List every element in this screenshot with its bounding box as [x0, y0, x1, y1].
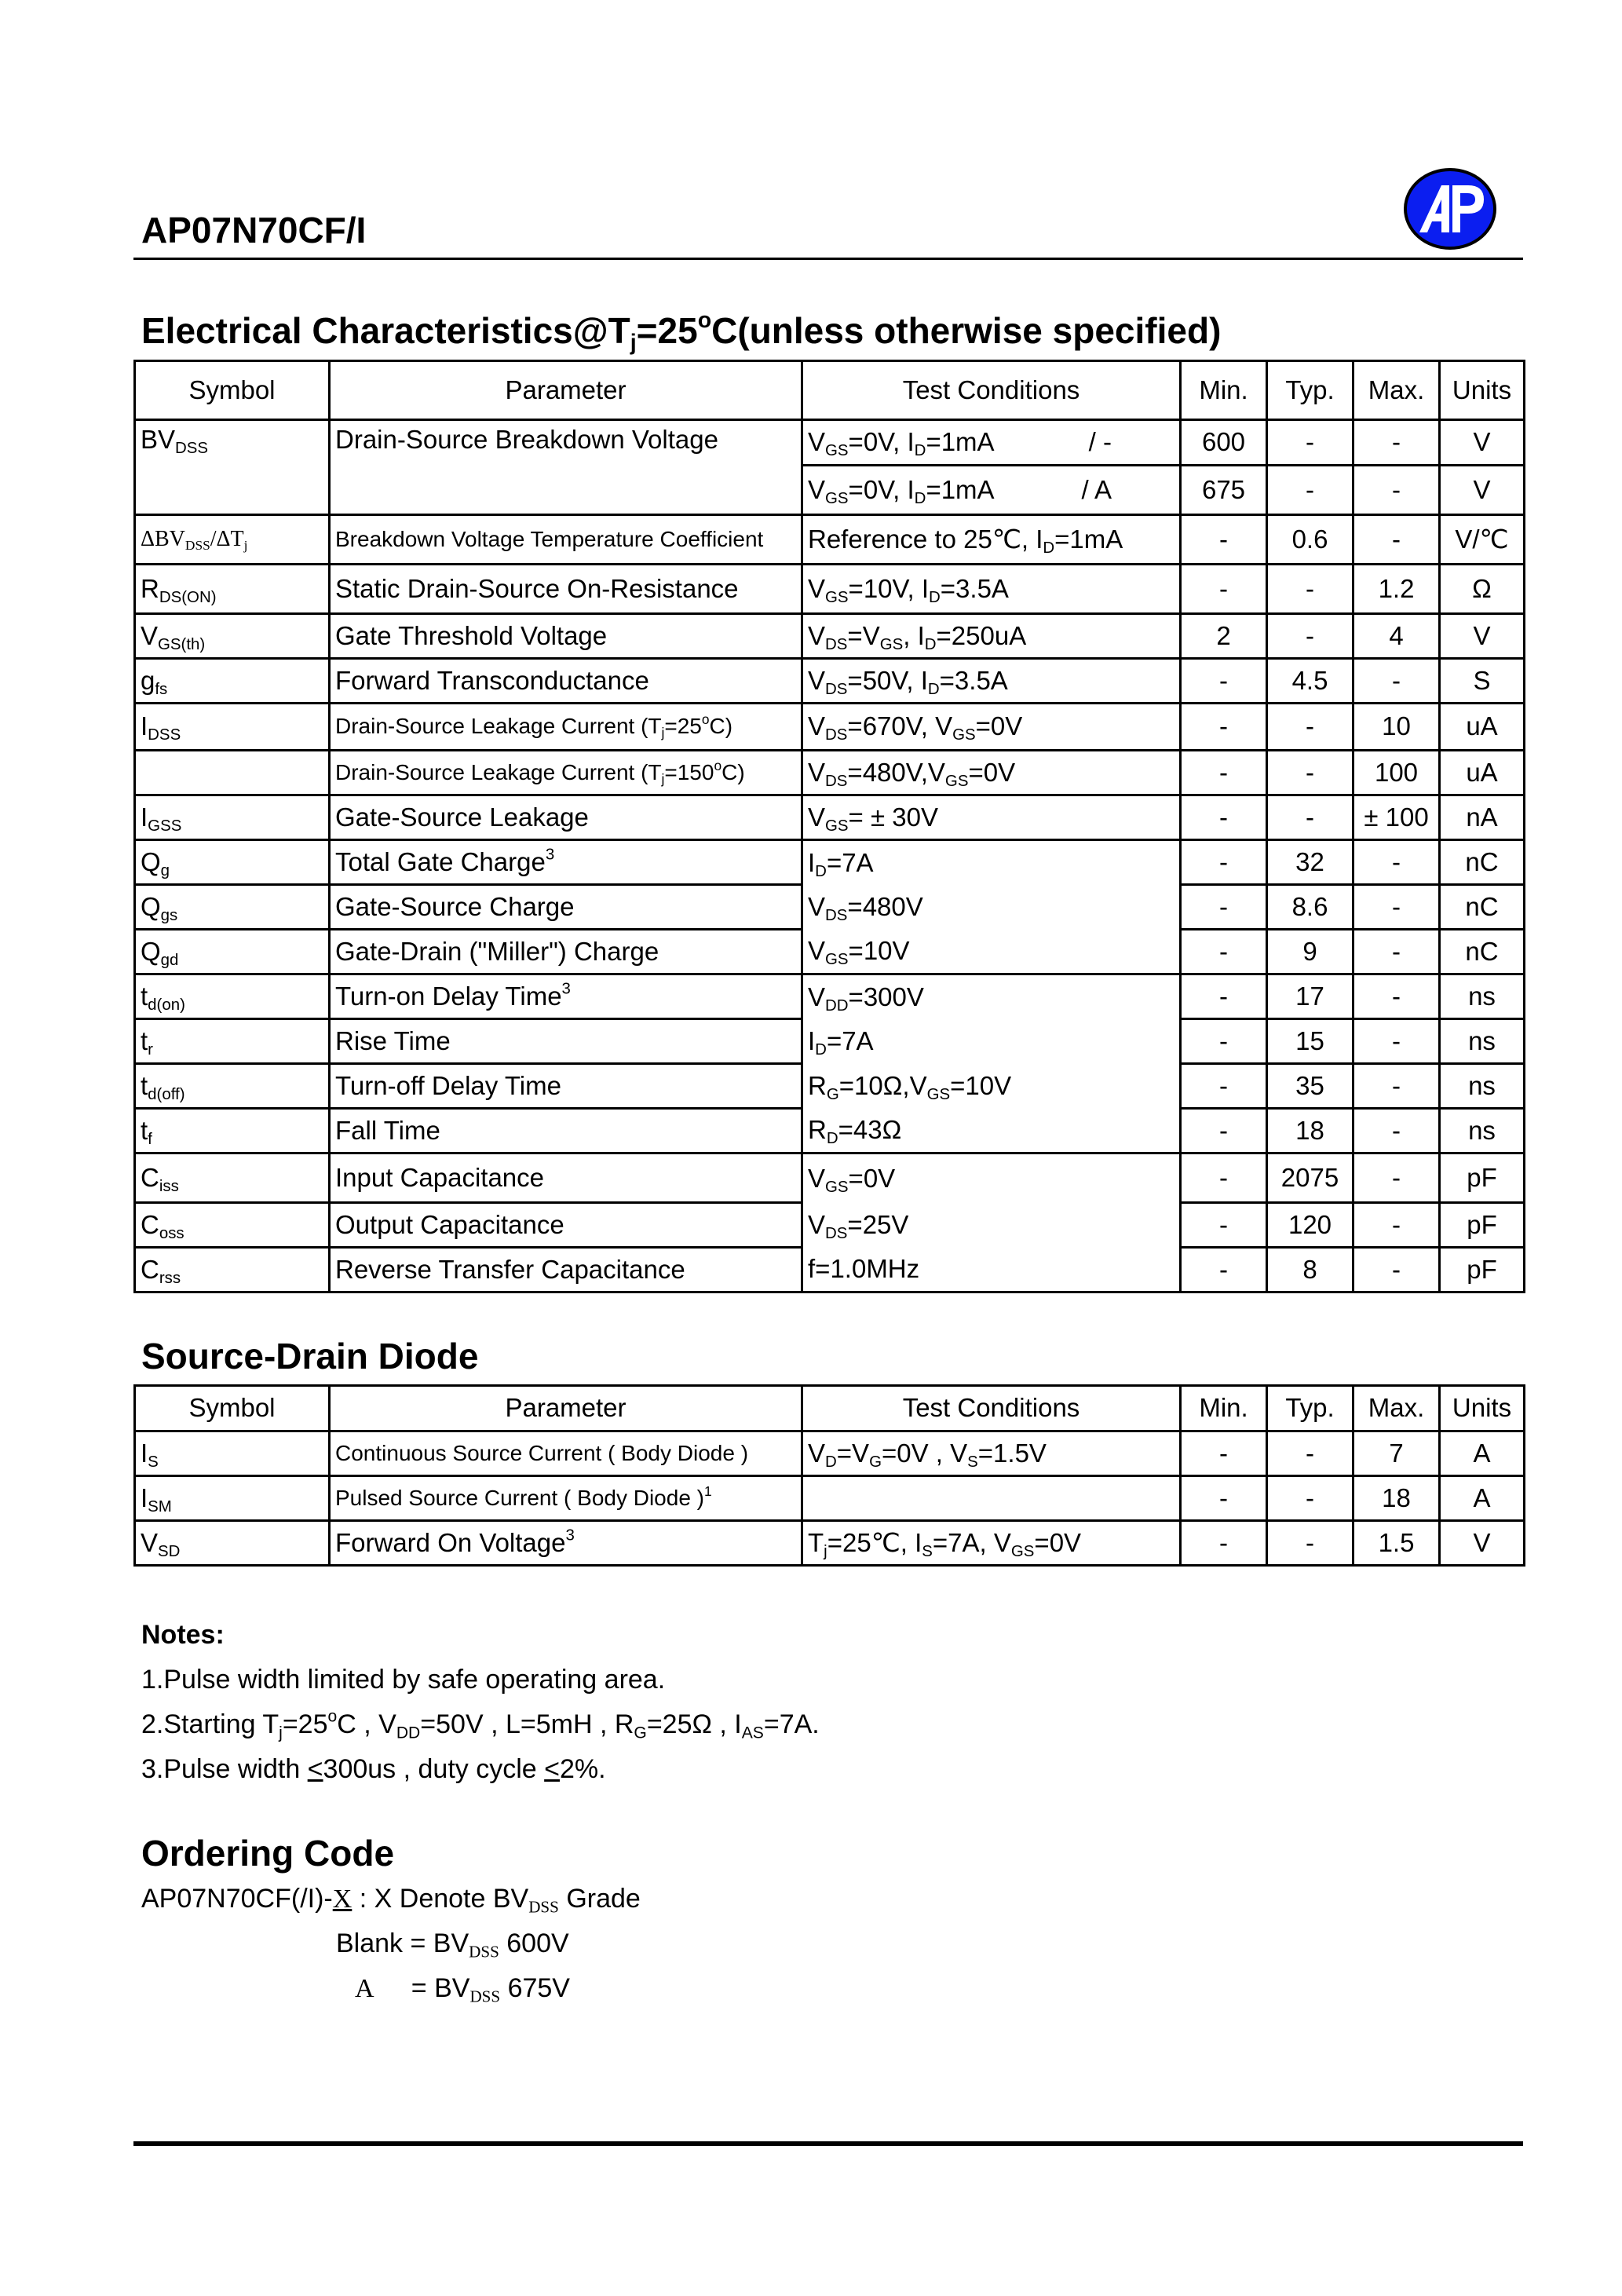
max-cell: 1.2: [1353, 565, 1440, 614]
min-cell: -: [1181, 974, 1267, 1019]
min-cell: -: [1181, 659, 1267, 704]
footer-rule: [133, 2141, 1523, 2146]
condition-cell: Reference to 25℃, $I_D=1mA$: [802, 515, 1181, 565]
max-cell: -: [1353, 840, 1440, 885]
symbol-cell: $BV_{DSS}$: [135, 420, 330, 515]
symbol-cell: $R_{DS(ON)}$: [135, 565, 330, 614]
symbol-cell: $C_{oss}$: [135, 1203, 330, 1248]
unit-cell: ns: [1440, 1109, 1525, 1153]
unit-cell: V/℃: [1440, 515, 1525, 565]
source-drain-diode-title: Source-Drain Diode: [141, 1336, 479, 1377]
symbol-cell: $I_{DSS}$: [135, 704, 330, 751]
min-cell: 600: [1181, 420, 1267, 466]
parameter-cell: Turn-on Delay Time$^3$: [330, 974, 802, 1019]
unit-cell: pF: [1440, 1248, 1525, 1292]
table-row: [135, 1153, 1525, 1203]
symbol-cell: $t_{d(off)}$: [135, 1064, 330, 1109]
table-row: [135, 840, 1525, 885]
condition-cell: $V_{DD}=300V$: [802, 974, 1181, 1019]
symbol-cell: $Q_{gs}$: [135, 885, 330, 930]
condition-cell: $V_{GS}=10V$, $I_D=3.5A$: [802, 565, 1181, 614]
condition-cell: $V_{GS}= \pm 30V$: [802, 795, 1181, 840]
parameter-cell: Gate-Drain ("Miller") Charge: [330, 930, 802, 974]
typ-cell: 120: [1267, 1203, 1353, 1248]
condition-cell: $R_G=10\Omega,V_{GS}=10V$: [802, 1064, 1181, 1109]
min-cell: -: [1181, 565, 1267, 614]
max-cell: 10: [1353, 704, 1440, 751]
typ-cell: 9: [1267, 930, 1353, 974]
unit-cell: A: [1440, 1431, 1525, 1476]
symbol-cell: [135, 751, 330, 795]
max-cell: ± 100: [1353, 795, 1440, 840]
unit-cell: ns: [1440, 1019, 1525, 1064]
condition-cell: $V_{DS}=480V$: [802, 885, 1181, 930]
parameter-cell: Output Capacitance: [330, 1203, 802, 1248]
min-cell: -: [1181, 930, 1267, 974]
table-row: [135, 1431, 1525, 1476]
col-header-min: Min.: [1181, 361, 1267, 420]
electrical-characteristics-title: Electrical $Characteristics@T_j=25^oC(unless$ otherwise specified): [141, 308, 1222, 356]
condition-cell: $V_{DS}=V_{GS}$, $I_D=250uA$: [802, 614, 1181, 659]
max-cell: -: [1353, 885, 1440, 930]
symbol-cell: $\Delta BV_{DSS}/\Delta T_j$: [135, 515, 330, 565]
table-row: [135, 1521, 1525, 1566]
parameter-cell: Gate-Source Leakage: [330, 795, 802, 840]
min-cell: -: [1181, 1476, 1267, 1521]
col-header-max: Max.: [1353, 361, 1440, 420]
symbol-cell: $Q_{gd}$: [135, 930, 330, 974]
min-cell: -: [1181, 840, 1267, 885]
parameter-cell: Gate-Source Charge: [330, 885, 802, 930]
condition-cell: $V_{GS}=0V$: [802, 1153, 1181, 1203]
table-row: [135, 974, 1525, 1019]
table-header-row: [135, 361, 1525, 420]
min-cell: -: [1181, 1019, 1267, 1064]
parameter-cell: Drain-Source Leakage Current $(T_j=150^oC)$: [330, 751, 802, 795]
table-header-row: [135, 1386, 1525, 1431]
ap-logo-icon: [1402, 166, 1498, 251]
typ-cell: -: [1267, 565, 1353, 614]
unit-cell: ns: [1440, 1064, 1525, 1109]
unit-cell: V: [1440, 420, 1525, 466]
col-header-typ: Typ.: [1267, 1386, 1353, 1431]
col-header-parameter: Parameter: [330, 1386, 802, 1431]
typ-cell: 8.6: [1267, 885, 1353, 930]
condition-cell: $V_{GS}=0V$, $I_D=1mA$ / A: [802, 466, 1181, 515]
parameter-cell: Total Gate Charge$^3$: [330, 840, 802, 885]
symbol-cell: $V_{GS(th)}$: [135, 614, 330, 659]
max-cell: -: [1353, 1153, 1440, 1203]
parameter-cell: Turn-off Delay Time: [330, 1064, 802, 1109]
condition-cell: $V_{DS}=50V$, $I_D=3.5A$: [802, 659, 1181, 704]
condition-cell: $T_j=25℃$, $I_S=7A$, $V_{GS}=0V$: [802, 1521, 1181, 1566]
col-header-test-conditions: Test Conditions: [802, 361, 1181, 420]
part-number-title: AP07N70CF/I: [141, 210, 367, 250]
notes-section: [141, 1613, 820, 1792]
unit-cell: A: [1440, 1476, 1525, 1521]
parameter-cell: Fall Time: [330, 1109, 802, 1153]
col-header-max: Max.: [1353, 1386, 1440, 1431]
typ-cell: 32: [1267, 840, 1353, 885]
note-3: 3.Pulse width <300us , duty cycle <2%.: [141, 1754, 606, 1784]
min-cell: -: [1181, 751, 1267, 795]
unit-cell: uA: [1440, 704, 1525, 751]
parameter-cell: Breakdown Voltage Temperature Coefficient: [330, 515, 802, 565]
typ-cell: -: [1267, 420, 1353, 466]
notes-heading: Notes:: [141, 1620, 225, 1650]
condition-cell: $V_{GS}=10V$: [802, 930, 1181, 974]
max-cell: -: [1353, 1109, 1440, 1153]
unit-cell: pF: [1440, 1153, 1525, 1203]
table-row: [135, 751, 1525, 795]
parameter-cell: Rise Time: [330, 1019, 802, 1064]
min-cell: -: [1181, 885, 1267, 930]
max-cell: -: [1353, 420, 1440, 466]
typ-cell: 35: [1267, 1064, 1353, 1109]
condition-cell: [802, 1476, 1181, 1521]
note-1: 1.Pulse width limited by safe operating area.: [141, 1665, 666, 1695]
symbol-cell: $C_{iss}$: [135, 1153, 330, 1203]
max-cell: 7: [1353, 1431, 1440, 1476]
condition-cell: $R_D=43\Omega$: [802, 1109, 1181, 1153]
table-row: [135, 1248, 1525, 1292]
parameter-cell: Drain-Source Leakage Current $(T_j=25^oC)$: [330, 704, 802, 751]
table-row: [135, 565, 1525, 614]
parameter-cell: Pulsed Source Current ( Body Diode )$^1$: [330, 1476, 802, 1521]
max-cell: -: [1353, 659, 1440, 704]
electrical-characteristics-table: [133, 360, 1525, 1293]
typ-cell: 8: [1267, 1248, 1353, 1292]
symbol-cell: $I_S$: [135, 1431, 330, 1476]
table-row: [135, 1109, 1525, 1153]
unit-cell: uA: [1440, 751, 1525, 795]
parameter-cell: Gate Threshold Voltage: [330, 614, 802, 659]
symbol-cell: $I_{GSS}$: [135, 795, 330, 840]
min-cell: -: [1181, 795, 1267, 840]
table-row: [135, 885, 1525, 930]
source-drain-diode-table: [133, 1384, 1525, 1567]
table-row: [135, 1203, 1525, 1248]
table-row: [135, 659, 1525, 704]
unit-cell: pF: [1440, 1203, 1525, 1248]
max-cell: -: [1353, 466, 1440, 515]
symbol-cell: $C_{rss}$: [135, 1248, 330, 1292]
min-cell: -: [1181, 1064, 1267, 1109]
min-cell: -: [1181, 1203, 1267, 1248]
max-cell: -: [1353, 974, 1440, 1019]
unit-cell: V: [1440, 1521, 1525, 1566]
table-row: [135, 420, 1525, 466]
typ-cell: 4.5: [1267, 659, 1353, 704]
col-header-units: Units: [1440, 1386, 1525, 1431]
header-rule: [133, 258, 1523, 260]
condition-cell: $I_D=7A$: [802, 1019, 1181, 1064]
typ-cell: -: [1267, 614, 1353, 659]
ordering-code-title: Ordering Code: [141, 1833, 395, 1874]
parameter-cell: Drain-Source Breakdown Voltage: [330, 420, 802, 515]
unit-cell: nC: [1440, 930, 1525, 974]
table-row: [135, 1064, 1525, 1109]
unit-cell: ns: [1440, 974, 1525, 1019]
max-cell: -: [1353, 1248, 1440, 1292]
typ-cell: -: [1267, 466, 1353, 515]
table-row: [135, 614, 1525, 659]
unit-cell: nC: [1440, 885, 1525, 930]
min-cell: -: [1181, 1431, 1267, 1476]
condition-cell: $I_D=7A$: [802, 840, 1181, 885]
typ-cell: -: [1267, 1521, 1353, 1566]
note-2: 2.Starting $T_j=25^oC$ , $V_{DD}=50V$ , L=5mH , $R_G=25\Omega$ , $I_{AS}=7A$.: [141, 1707, 820, 1742]
max-cell: 1.5: [1353, 1521, 1440, 1566]
condition-cell: $V_{DS}=25V$: [802, 1203, 1181, 1248]
symbol-cell: $t_r$: [135, 1019, 330, 1064]
col-header-units: Units: [1440, 361, 1525, 420]
col-header-parameter: Parameter: [330, 361, 802, 420]
typ-cell: -: [1267, 1431, 1353, 1476]
unit-cell: nC: [1440, 840, 1525, 885]
max-cell: -: [1353, 1203, 1440, 1248]
unit-cell: V: [1440, 614, 1525, 659]
parameter-cell: Forward Transconductance: [330, 659, 802, 704]
grade-label: / A: [1081, 474, 1112, 504]
min-cell: 675: [1181, 466, 1267, 515]
max-cell: 18: [1353, 1476, 1440, 1521]
col-header-symbol: Symbol: [135, 361, 330, 420]
table-row: [135, 1476, 1525, 1521]
max-cell: 100: [1353, 751, 1440, 795]
max-cell: -: [1353, 1019, 1440, 1064]
unit-cell: S: [1440, 659, 1525, 704]
unit-cell: Ω: [1440, 565, 1525, 614]
symbol-cell: $I_{SM}$: [135, 1476, 330, 1521]
condition-cell: $V_D=V_G=0V$ , $V_S=1.5V$: [802, 1431, 1181, 1476]
min-cell: -: [1181, 1521, 1267, 1566]
table-row: [135, 515, 1525, 565]
max-cell: -: [1353, 515, 1440, 565]
min-cell: 2: [1181, 614, 1267, 659]
ordering-code-section: [141, 1877, 641, 2011]
table-row: [135, 704, 1525, 751]
symbol-cell: $V_{SD}$: [135, 1521, 330, 1566]
unit-cell: V: [1440, 466, 1525, 515]
col-header-symbol: Symbol: [135, 1386, 330, 1431]
min-cell: -: [1181, 704, 1267, 751]
parameter-cell: Input Capacitance: [330, 1153, 802, 1203]
min-cell: -: [1181, 1248, 1267, 1292]
parameter-cell: Static Drain-Source On-Resistance: [330, 565, 802, 614]
max-cell: 4: [1353, 614, 1440, 659]
symbol-cell: $t_f$: [135, 1109, 330, 1153]
condition-cell: f=1.0MHz: [802, 1248, 1181, 1292]
table-row: [135, 795, 1525, 840]
col-header-typ: Typ.: [1267, 361, 1353, 420]
typ-cell: -: [1267, 751, 1353, 795]
unit-cell: nA: [1440, 795, 1525, 840]
grade-label: / -: [1088, 427, 1112, 457]
ordering-line-2: Blank = $BV_{DSS}$ 600V: [336, 1929, 569, 1961]
condition-cell: $V_{DS}=670V$, $V_{GS}=0V$: [802, 704, 1181, 751]
min-cell: -: [1181, 1109, 1267, 1153]
symbol-cell: $g_{fs}$: [135, 659, 330, 704]
table-row: [135, 930, 1525, 974]
typ-cell: 2075: [1267, 1153, 1353, 1203]
col-header-min: Min.: [1181, 1386, 1267, 1431]
condition-cell: $V_{GS}=0V$, $I_D=1mA$ / -: [802, 420, 1181, 466]
col-header-test-conditions: Test Conditions: [802, 1386, 1181, 1431]
typ-cell: -: [1267, 795, 1353, 840]
symbol-cell: $Q_g$: [135, 840, 330, 885]
max-cell: -: [1353, 930, 1440, 974]
typ-cell: 15: [1267, 1019, 1353, 1064]
parameter-cell: Reverse Transfer Capacitance: [330, 1248, 802, 1292]
min-cell: -: [1181, 1153, 1267, 1203]
condition-cell: $V_{DS}=480V,V_{GS}=0V$: [802, 751, 1181, 795]
symbol-cell: $t_{d(on)}$: [135, 974, 330, 1019]
ordering-line-1: AP07N70CF(/I)-X : X Denote $BV_{DSS}$ Grade: [141, 1884, 641, 1917]
typ-cell: 17: [1267, 974, 1353, 1019]
typ-cell: 18: [1267, 1109, 1353, 1153]
parameter-cell: Continuous Source Current ( Body Diode ): [330, 1431, 802, 1476]
typ-cell: 0.6: [1267, 515, 1353, 565]
parameter-cell: Forward On Voltage$^3$: [330, 1521, 802, 1566]
min-cell: -: [1181, 515, 1267, 565]
ordering-line-3: A = $BV_{DSS}$ 675V: [355, 1973, 570, 2006]
typ-cell: -: [1267, 704, 1353, 751]
typ-cell: -: [1267, 1476, 1353, 1521]
table-row: [135, 1019, 1525, 1064]
max-cell: -: [1353, 1064, 1440, 1109]
